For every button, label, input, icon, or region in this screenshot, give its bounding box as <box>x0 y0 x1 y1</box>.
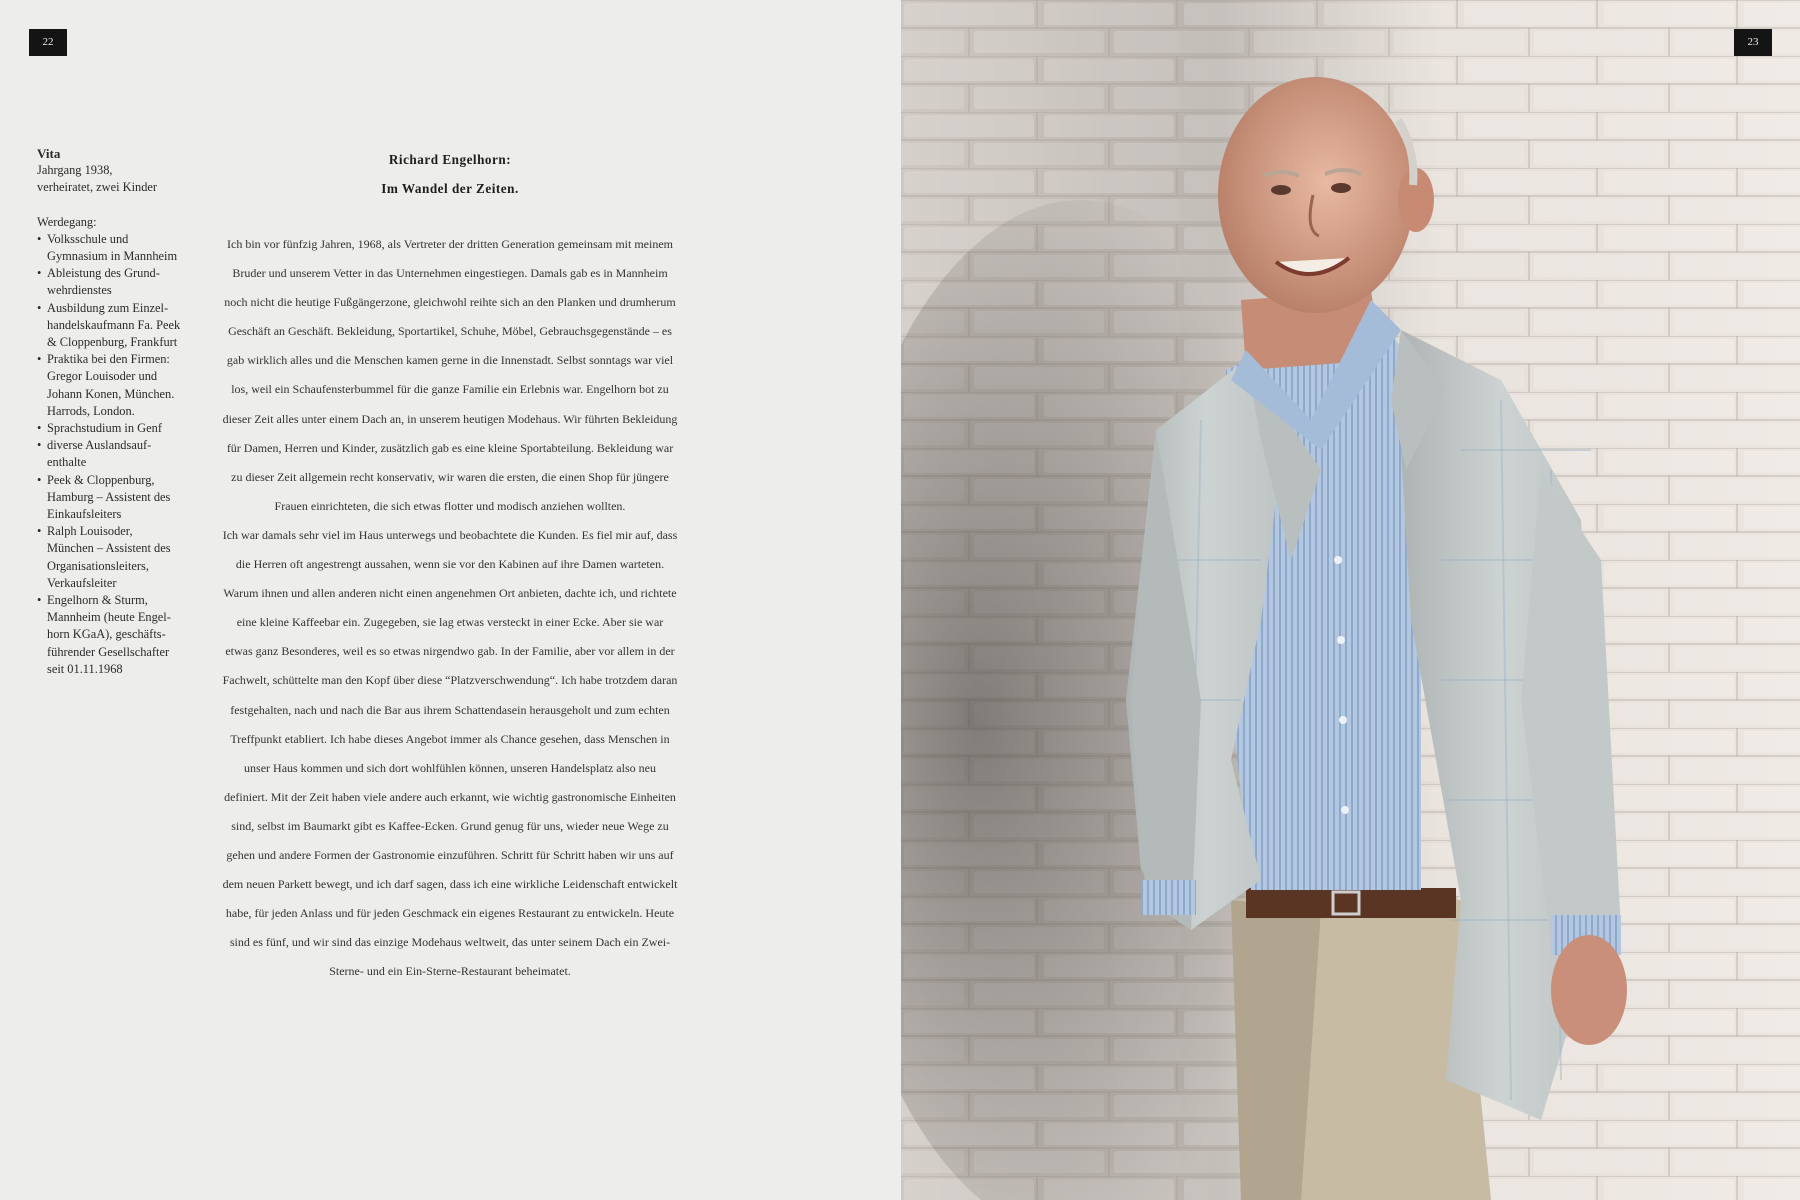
career-item: • Peek & Cloppenburg, Hamburg – Assistent des Einkaufsleiters <box>37 472 195 524</box>
vita-column <box>37 145 195 678</box>
portrait-photo <box>901 0 1800 1200</box>
page-number-right: 23 <box>1734 29 1772 56</box>
career-item: • Ralph Louisoder, München – Assistent des Organisationsleiters, Verkaufsleiter <box>37 523 195 592</box>
article-paragraph: Ich bin vor fünfzig Jahren, 1968, als Vertreter der dritten Generation gemeinsam mit meinem Bruder und unserem Vetter in das Unternehmen eingestiegen. Damals gab es in Mannheim noch nicht die heutige Fußgängerzone, gleichwohl reihte sich an den Planken und drumherum Geschäft an Geschäft. Bekleidung, Sportartikel, Schuhe, Möbel, Gebrauchsgegenstände – es gab wirklich alles und die Menschen kamen gerne in die Innenstadt. Selbst sonntags war viel los, weil ein Schaufensterbummel für die ganze Familie ein Erlebnis war. Engelhorn bot zu dieser Zeit alles unter einem Dach an, in unserem heutigen Modehaus. Wir führten Bekleidung für Damen, Herren und Kinder, zusätzlich gab es eine kleine Sportabteilung. Bekleidung war zu dieser Zeit allgemein recht konservativ, wir waren die ersten, die einen Shop für jüngere Frauen einrichteten, die sich etwas flotter und modisch anziehen wollten. <box>222 237 678 513</box>
article-title <box>300 145 600 203</box>
career-list <box>37 231 195 678</box>
article-subtitle-line: Im Wandel der Zeiten. <box>381 181 519 196</box>
right-page <box>901 0 1800 1200</box>
career-item: • Volksschule und Gymnasium in Mannheim <box>37 231 195 265</box>
career-item: • Praktika bei den Firmen: Gregor Louisoder und Johann Konen, München. Harrods, London. <box>37 351 195 420</box>
vita-intro-line: verheiratet, zwei Kinder <box>37 180 158 195</box>
vita-intro-line: Jahrgang 1938, <box>37 163 113 178</box>
career-item: • Ableistung des Grund- wehrdienstes <box>37 265 195 299</box>
career-item: • Engelhorn & Sturm, Mannheim (heute Engel- horn KGaA), geschäfts- führender Gesellschafter seit 01.11.1968 <box>37 592 195 678</box>
career-label: Werdegang: <box>37 214 97 229</box>
career-item: • Sprachstudium in Genf <box>37 420 195 437</box>
vita-heading: Vita <box>37 146 61 161</box>
article-paragraph: Ich war damals sehr viel im Haus unterwegs und beobachtete die Kunden. Es fiel mir auf, dass die Herren oft angestrengt aussahen, wenn sie vor den Kabinen auf ihre Damen warteten. Warum ihnen und allen anderen nicht einen angenehmen Ort anbieten, dachte ich, und richtete eine kleine Kaffeebar ein. Zugegeben, sie lag etwas versteckt in einer Ecke. Aber sie war etwas ganz Besonderes, weil es so etwas nirgendwo gab. In der Familie, aber vor allem in der Fachwelt, schüttelte man den Kopf über diese “Platzverschwendung“. Ich habe trotzdem daran festgehalten, nach und nach die Bar aus ihrem Schattendasein herausgeholt und zum echten Treffpunkt etabliert. Ich habe dieses Angebot immer als Chance gesehen, dass Menschen in unser Haus kommen und sich dort wohlfühlen können, unseren Handelsplatz also neu definiert. Mit der Zeit haben viele andere auch erkannt, wie wichtig gastronomische Einheiten sind, selbst im Baumarkt gibt es Kaffee-Ecken. Grund genug für uns, wieder neue Wege zu gehen und andere Formen der Gastronomie einzuführen. Schritt für Schritt haben wir uns auf dem neuen Parkett bewegt, und ich darf sagen, dass ich eine wirkliche Leidenschaft entwickelt habe, für jeden Anlass und für jeden Geschmack ein eigenes Restaurant zu entwickeln. Heute sind es fünf, und wir sind das einzige Modehaus weltweit, das unter seinem Dach ein Zwei-Sterne- und ein Ein-Sterne-Restaurant beheimatet. <box>222 527 678 979</box>
career-item: • diverse Auslandsauf- enthalte <box>37 437 195 471</box>
article-title-line: Richard Engelhorn: <box>388 152 512 167</box>
career-item: • Ausbildung zum Einzel- handelskaufmann Fa. Peek & Cloppenburg, Frankfurt <box>37 300 195 352</box>
page-number-left: 22 <box>29 29 67 56</box>
article-body <box>222 230 678 986</box>
